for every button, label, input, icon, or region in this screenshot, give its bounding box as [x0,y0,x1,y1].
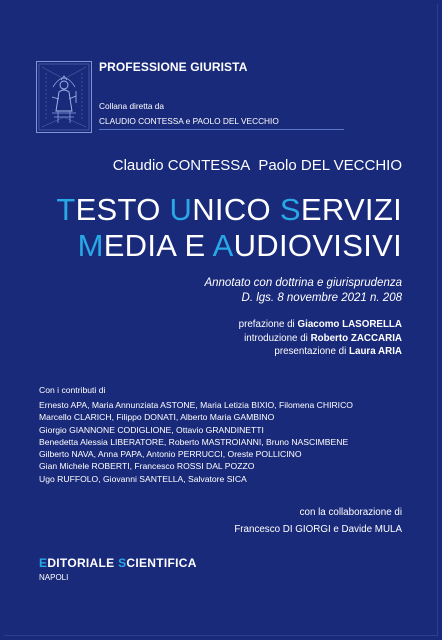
author-name: Claudio CONTESSA [112,157,251,174]
credits [239,318,402,359]
collaboration-intro: con la collaborazione di [299,507,402,518]
contributors-line: Gian Michele ROBERTI, Francesco ROSSI DAL POZZO [39,461,255,472]
title-initial: A [212,228,234,263]
title-initial: M [77,228,104,263]
title-word: ESTO [75,192,170,227]
credit-name: Roberto ZACCARIA [310,332,402,344]
series-title: PROFESSIONE GIURISTA [99,60,248,74]
publisher-word: CIENTIFICA [126,556,197,570]
credit-introduction [239,332,402,346]
collaboration-names: Francesco DI GIORGI e Davide MULA [234,524,402,535]
credit-role: introduzione di [244,332,308,344]
contributors-line: Benedetta Alessia LIBERATORE, Roberto MASTROIANNI, Bruno NASCIMBENE [39,436,349,447]
series-divider [99,129,344,130]
credit-preface [239,318,402,332]
publisher-city: NAPOLI [39,573,69,582]
title-word: UDIOVISIVI [233,228,402,263]
credit-name: Giacomo LASORELLA [297,319,402,330]
contributors-line: Giorgio GIANNONE CODIGLIONE, Ottavio GRANDINETTI [39,424,264,435]
contributors-intro: Con i contributi di [39,385,106,395]
book-title-line-1 [56,193,402,227]
contributors-line: Ernesto APA, Maria Annunziata ASTONE, Maria Letizia BIXIO, Filomena CHIRICO [39,400,353,410]
contributors-line: Marcello CLARICH, Filippo DONATI, Alberto Maria GAMBINO [39,412,275,423]
seated-figure-engraving-icon [36,61,92,133]
publisher-name [39,556,197,570]
authors [113,157,402,174]
credit-role: presentazione di [274,346,347,357]
decree-reference: D. lgs. 8 novembre 2021 n. 208 [241,292,402,304]
title-word: EDIA E [103,228,213,263]
subtitle-line: Annotato con dottrina e giurisprudenza [204,277,402,289]
publisher-initial: S [118,556,127,570]
contributors-line: Ugo RUFFOLO, Giovanni SANTELLA, Salvatore SICA [39,473,247,484]
author-name: Paolo DEL VECCHIO [258,157,402,174]
publisher-word: DITORIALE [47,556,119,570]
title-initial: U [169,192,193,227]
contributors-line: Gilberto NAVA, Anna PAPA, Antonio PERRUCCI, Oreste POLLICINO [39,449,302,460]
title-word: NICO [192,192,280,227]
collaboration [234,504,402,538]
credit-role: prefazione di [238,319,295,330]
credit-name: Laura ARIA [349,346,402,357]
title-initial: T [56,192,76,227]
publisher-initial: E [39,556,48,570]
series-subtitle: Collana diretta da [99,101,165,111]
title-word: ERVIZI [300,192,402,227]
title-initial: S [279,192,301,227]
series-directors: CLAUDIO CONTESSA e PAOLO DEL VECCHIO [99,116,279,126]
contributors-list [39,399,353,485]
book-title-line-2 [78,229,402,263]
book-subtitle [204,276,402,306]
credit-presentation [239,345,402,359]
